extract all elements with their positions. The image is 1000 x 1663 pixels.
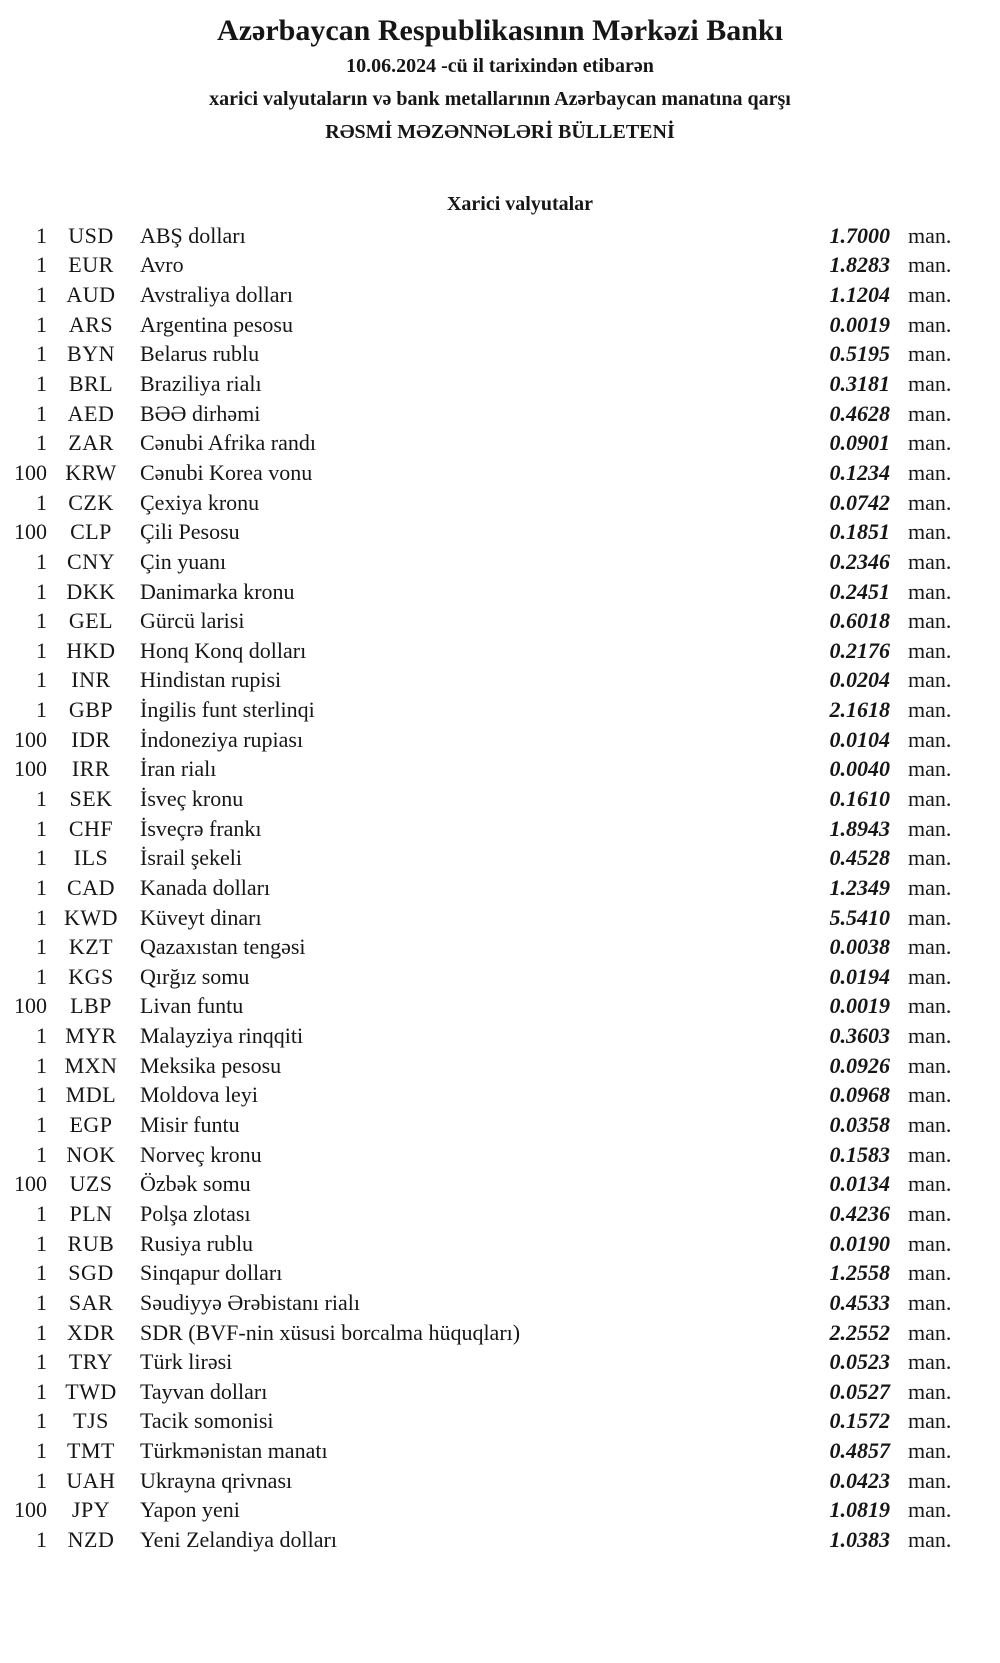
currency-code-cell: CZK xyxy=(68,489,114,515)
bulletin-header xyxy=(0,12,1000,149)
quantity-cell: 1 xyxy=(36,608,47,634)
currency-code-cell: XDR xyxy=(67,1319,115,1345)
quantity-cell: 1 xyxy=(36,489,47,515)
currency-code-cell: NOK xyxy=(66,1141,116,1167)
currency-code-cell: CAD xyxy=(67,874,115,900)
quantity-cell: 1 xyxy=(36,1052,47,1078)
table-row xyxy=(0,1377,1000,1407)
currency-name-cell: Polşa zlotası xyxy=(140,1200,251,1226)
unit-label-cell: man. xyxy=(908,578,952,604)
currency-name-cell: Norveç kronu xyxy=(140,1141,262,1167)
quantity-cell: 1 xyxy=(36,1438,47,1464)
quantity-cell: 1 xyxy=(36,282,47,308)
rate-value-cell: 0.0134 xyxy=(829,1171,890,1197)
rate-value-cell: 0.1583 xyxy=(829,1141,890,1167)
quantity-cell: 1 xyxy=(36,1023,47,1049)
quantity-cell: 1 xyxy=(36,341,47,367)
unit-label-cell: man. xyxy=(908,222,952,248)
unit-label-cell: man. xyxy=(908,548,952,574)
currency-code-cell: HKD xyxy=(66,637,116,663)
unit-label-cell: man. xyxy=(908,400,952,426)
currency-name-cell: Türkmənistan manatı xyxy=(140,1438,328,1464)
rate-value-cell: 0.1572 xyxy=(829,1408,890,1434)
rate-value-cell: 0.3603 xyxy=(829,1023,890,1049)
table-row xyxy=(0,814,1000,844)
currency-code-cell: GBP xyxy=(68,697,114,723)
currency-code-cell: BRL xyxy=(68,371,114,397)
rate-value-cell: 0.0742 xyxy=(829,489,890,515)
table-row xyxy=(0,1110,1000,1140)
currency-code-cell: PLN xyxy=(69,1200,113,1226)
unit-label-cell: man. xyxy=(908,667,952,693)
rate-value-cell: 0.0527 xyxy=(829,1378,890,1404)
rate-value-cell: 0.4533 xyxy=(829,1289,890,1315)
rate-value-cell: 0.0204 xyxy=(829,667,890,693)
table-row xyxy=(0,1525,1000,1555)
currency-name-cell: SDR (BVF-nin xüsusi borcalma hüquqları) xyxy=(140,1319,521,1345)
rate-value-cell: 0.4528 xyxy=(829,845,890,871)
currency-name-cell: BƏƏ dirhəmi xyxy=(140,400,261,426)
bank-title: Azərbaycan Respublikasının Mərkəzi Bankı xyxy=(217,14,783,47)
quantity-cell: 1 xyxy=(36,1230,47,1256)
quantity-cell: 1 xyxy=(36,1260,47,1286)
unit-label-cell: man. xyxy=(908,282,952,308)
quantity-cell: 1 xyxy=(36,785,47,811)
quantity-cell: 1 xyxy=(36,845,47,871)
currency-code-cell: TMT xyxy=(67,1438,115,1464)
rate-value-cell: 1.2349 xyxy=(829,874,890,900)
currency-code-cell: BYN xyxy=(67,341,115,367)
currency-code-cell: IRR xyxy=(71,756,111,782)
currency-code-cell: UAH xyxy=(66,1467,116,1493)
rates-table xyxy=(0,221,1000,1555)
unit-label-cell: man. xyxy=(908,1319,952,1345)
currency-name-cell: Livan funtu xyxy=(140,993,244,1019)
currency-code-cell: TRY xyxy=(68,1349,114,1375)
currency-code-cell: SEK xyxy=(69,785,113,811)
rate-value-cell: 0.1610 xyxy=(829,785,890,811)
table-row xyxy=(0,221,1000,251)
currency-name-cell: İngilis funt sterlinqi xyxy=(140,697,315,723)
unit-label-cell: man. xyxy=(908,1112,952,1138)
unit-label-cell: man. xyxy=(908,1023,952,1049)
table-row xyxy=(0,725,1000,755)
unit-label-cell: man. xyxy=(908,1260,952,1286)
currency-name-cell: ABŞ dolları xyxy=(140,222,246,248)
rate-value-cell: 0.3181 xyxy=(829,371,890,397)
currency-code-cell: MXN xyxy=(64,1052,118,1078)
currency-code-cell: LBP xyxy=(70,993,112,1019)
currency-name-cell: Ukrayna qrivnası xyxy=(140,1467,293,1493)
table-row xyxy=(0,606,1000,636)
rate-value-cell: 0.0358 xyxy=(829,1112,890,1138)
rate-value-cell: 5.5410 xyxy=(829,904,890,930)
table-row xyxy=(0,577,1000,607)
table-row xyxy=(0,784,1000,814)
currency-name-cell: İsrail şekeli xyxy=(140,845,243,871)
currency-name-cell: Küveyt dinarı xyxy=(140,904,262,930)
unit-label-cell: man. xyxy=(908,1141,952,1167)
table-row xyxy=(0,636,1000,666)
rate-value-cell: 0.1234 xyxy=(829,459,890,485)
rate-value-cell: 0.0019 xyxy=(829,311,890,337)
unit-label-cell: man. xyxy=(908,430,952,456)
currency-name-cell: Rusiya rublu xyxy=(140,1230,254,1256)
rate-value-cell: 0.6018 xyxy=(829,608,890,634)
currency-name-cell: Danimarka kronu xyxy=(140,578,295,604)
rate-value-cell: 0.0038 xyxy=(829,934,890,960)
unit-label-cell: man. xyxy=(908,1527,952,1552)
table-row xyxy=(0,1496,1000,1526)
table-row xyxy=(0,932,1000,962)
quantity-cell: 100 xyxy=(14,993,47,1019)
unit-label-cell: man. xyxy=(908,1082,952,1108)
rate-value-cell: 1.1204 xyxy=(829,282,890,308)
currency-name-cell: Çin yuanı xyxy=(140,548,227,574)
quantity-cell: 1 xyxy=(36,904,47,930)
table-row xyxy=(0,340,1000,370)
currency-name-cell: Moldova leyi xyxy=(140,1082,258,1108)
unit-label-cell: man. xyxy=(908,1408,952,1434)
quantity-cell: 1 xyxy=(36,548,47,574)
currency-code-cell: INR xyxy=(71,667,111,693)
table-row xyxy=(0,1258,1000,1288)
table-row xyxy=(0,428,1000,458)
currency-name-cell: Kanada dolları xyxy=(140,874,271,900)
quantity-cell: 1 xyxy=(36,1082,47,1108)
currency-name-cell: İsveç kronu xyxy=(140,785,244,811)
quantity-cell: 1 xyxy=(36,1349,47,1375)
currency-name-cell: İndoneziya rupiası xyxy=(140,726,304,752)
table-row xyxy=(0,517,1000,547)
quantity-cell: 1 xyxy=(36,1527,47,1552)
rate-value-cell: 1.8943 xyxy=(829,815,890,841)
unit-label-cell: man. xyxy=(908,726,952,752)
currency-code-cell: DKK xyxy=(66,578,116,604)
rate-value-cell: 0.5195 xyxy=(829,341,890,367)
unit-label-cell: man. xyxy=(908,756,952,782)
table-row xyxy=(0,992,1000,1022)
currency-code-cell: MDL xyxy=(65,1082,117,1108)
currency-name-cell: İsveçrə frankı xyxy=(140,815,262,841)
unit-label-cell: man. xyxy=(908,1171,952,1197)
table-row xyxy=(0,399,1000,429)
rate-value-cell: 1.7000 xyxy=(829,222,890,248)
quantity-cell: 100 xyxy=(14,1171,47,1197)
unit-label-cell: man. xyxy=(908,371,952,397)
unit-label-cell: man. xyxy=(908,785,952,811)
quantity-cell: 1 xyxy=(36,667,47,693)
rate-value-cell: 1.2558 xyxy=(829,1260,890,1286)
unit-label-cell: man. xyxy=(908,697,952,723)
currency-name-cell: Qırğız somu xyxy=(140,963,250,989)
rate-value-cell: 0.4857 xyxy=(829,1438,890,1464)
currency-code-cell: EGP xyxy=(69,1112,113,1138)
currency-name-cell: Meksika pesosu xyxy=(140,1052,282,1078)
section-title-foreign-currencies: Xarici valyutalar xyxy=(446,193,594,215)
table-row xyxy=(0,1021,1000,1051)
table-row xyxy=(0,1199,1000,1229)
currency-name-cell: Sinqapur dolları xyxy=(140,1260,283,1286)
table-row xyxy=(0,843,1000,873)
quantity-cell: 1 xyxy=(36,1408,47,1434)
unit-label-cell: man. xyxy=(908,1200,952,1226)
quantity-cell: 1 xyxy=(36,874,47,900)
table-row xyxy=(0,488,1000,518)
currency-name-cell: Avstraliya dolları xyxy=(140,282,293,308)
table-row xyxy=(0,962,1000,992)
table-row xyxy=(0,1436,1000,1466)
table-row xyxy=(0,547,1000,577)
currency-code-cell: GEL xyxy=(68,608,114,634)
rate-value-cell: 0.2346 xyxy=(829,548,890,574)
currency-name-cell: Səudiyyə Ərəbistanı rialı xyxy=(140,1289,360,1315)
currency-name-cell: Yeni Zelandiya dolları xyxy=(140,1527,337,1552)
unit-label-cell: man. xyxy=(908,1497,952,1523)
quantity-cell: 1 xyxy=(36,1467,47,1493)
rate-value-cell: 2.1618 xyxy=(829,697,890,723)
currency-name-cell: Malayziya rinqqiti xyxy=(140,1023,304,1049)
currency-code-cell: JPY xyxy=(71,1497,111,1523)
rate-value-cell: 0.0968 xyxy=(829,1082,890,1108)
currency-name-cell: Türk lirəsi xyxy=(140,1349,233,1375)
currency-name-cell: Cənubi Korea vonu xyxy=(140,459,313,485)
quantity-cell: 1 xyxy=(36,430,47,456)
table-row xyxy=(0,251,1000,281)
table-row xyxy=(0,755,1000,785)
currency-code-cell: ZAR xyxy=(68,430,114,456)
unit-label-cell: man. xyxy=(908,874,952,900)
table-row xyxy=(0,1081,1000,1111)
quantity-cell: 1 xyxy=(36,1200,47,1226)
quantity-cell: 1 xyxy=(36,1141,47,1167)
rate-value-cell: 0.0194 xyxy=(829,963,890,989)
unit-label-cell: man. xyxy=(908,1349,952,1375)
quantity-cell: 100 xyxy=(14,726,47,752)
currency-code-cell: KGS xyxy=(68,963,114,989)
rate-value-cell: 0.0926 xyxy=(829,1052,890,1078)
unit-label-cell: man. xyxy=(908,1378,952,1404)
unit-label-cell: man. xyxy=(908,311,952,337)
currency-name-cell: Qazaxıstan tengəsi xyxy=(140,934,306,960)
currency-code-cell: TWD xyxy=(65,1378,117,1404)
rate-value-cell: 0.4236 xyxy=(829,1200,890,1226)
table-row xyxy=(0,310,1000,340)
quantity-cell: 1 xyxy=(36,222,47,248)
unit-label-cell: man. xyxy=(908,1467,952,1493)
unit-label-cell: man. xyxy=(908,608,952,634)
currency-code-cell: ILS xyxy=(73,845,109,871)
rate-value-cell: 1.8283 xyxy=(829,252,890,278)
rate-value-cell: 0.2176 xyxy=(829,637,890,663)
quantity-cell: 100 xyxy=(14,756,47,782)
table-row xyxy=(0,1407,1000,1437)
scope-line: xarici valyutaların və bank metallarının Azərbaycan manatına qarşı xyxy=(209,88,791,110)
currency-code-cell: NZD xyxy=(67,1527,115,1552)
effective-date-line: 10.06.2024 -cü il tarixindən etibarən xyxy=(346,55,654,77)
table-row xyxy=(0,1466,1000,1496)
rate-value-cell: 0.4628 xyxy=(829,400,890,426)
table-row xyxy=(0,1229,1000,1259)
currency-code-cell: IDR xyxy=(71,726,111,752)
quantity-cell: 100 xyxy=(14,1497,47,1523)
currency-name-cell: Gürcü larisi xyxy=(140,608,245,634)
quantity-cell: 1 xyxy=(36,697,47,723)
unit-label-cell: man. xyxy=(908,252,952,278)
unit-label-cell: man. xyxy=(908,1230,952,1256)
quantity-cell: 1 xyxy=(36,815,47,841)
currency-code-cell: EUR xyxy=(68,252,114,278)
currency-name-cell: Özbək somu xyxy=(140,1171,251,1197)
quantity-cell: 1 xyxy=(36,311,47,337)
quantity-cell: 1 xyxy=(36,371,47,397)
unit-label-cell: man. xyxy=(908,341,952,367)
currency-name-cell: Argentina pesosu xyxy=(140,311,293,337)
currency-code-cell: SGD xyxy=(68,1260,114,1286)
currency-name-cell: Çili Pesosu xyxy=(140,519,240,545)
table-row xyxy=(0,1347,1000,1377)
currency-code-cell: AUD xyxy=(66,282,116,308)
table-row xyxy=(0,1288,1000,1318)
currency-name-cell: Misir funtu xyxy=(140,1112,240,1138)
unit-label-cell: man. xyxy=(908,904,952,930)
currency-name-cell: Çexiya kronu xyxy=(140,489,260,515)
rate-value-cell: 0.0423 xyxy=(829,1467,890,1493)
currency-name-cell: Tacik somonisi xyxy=(140,1408,274,1434)
currency-code-cell: MYR xyxy=(65,1023,117,1049)
unit-label-cell: man. xyxy=(908,1289,952,1315)
quantity-cell: 1 xyxy=(36,1289,47,1315)
currency-name-cell: Avro xyxy=(140,252,184,278)
quantity-cell: 1 xyxy=(36,252,47,278)
rate-value-cell: 0.0104 xyxy=(829,726,890,752)
rate-value-cell: 0.0523 xyxy=(829,1349,890,1375)
unit-label-cell: man. xyxy=(908,934,952,960)
currency-code-cell: KWD xyxy=(63,904,119,930)
currency-name-cell: Yapon yeni xyxy=(140,1497,240,1523)
table-row xyxy=(0,280,1000,310)
currency-code-cell: UZS xyxy=(69,1171,113,1197)
rate-value-cell: 0.0901 xyxy=(829,430,890,456)
rate-value-cell: 1.0383 xyxy=(829,1527,890,1552)
table-row xyxy=(0,695,1000,725)
quantity-cell: 100 xyxy=(14,459,47,485)
table-row xyxy=(0,458,1000,488)
unit-label-cell: man. xyxy=(908,1438,952,1464)
currency-code-cell: RUB xyxy=(67,1230,115,1256)
table-row xyxy=(0,1051,1000,1081)
table-row xyxy=(0,1170,1000,1200)
currency-name-cell: Cənubi Afrika randı xyxy=(140,430,316,456)
currency-name-cell: Braziliya rialı xyxy=(140,371,262,397)
unit-label-cell: man. xyxy=(908,963,952,989)
table-row xyxy=(0,1318,1000,1348)
unit-label-cell: man. xyxy=(908,845,952,871)
quantity-cell: 1 xyxy=(36,1112,47,1138)
table-row xyxy=(0,369,1000,399)
currency-code-cell: AED xyxy=(67,400,115,426)
unit-label-cell: man. xyxy=(908,459,952,485)
currency-code-cell: SAR xyxy=(68,1289,114,1315)
rate-value-cell: 0.0040 xyxy=(829,756,890,782)
table-row xyxy=(0,873,1000,903)
currency-name-cell: Belarus rublu xyxy=(140,341,260,367)
quantity-cell: 1 xyxy=(36,1378,47,1404)
quantity-cell: 1 xyxy=(36,400,47,426)
rate-value-cell: 0.0190 xyxy=(829,1230,890,1256)
quantity-cell: 1 xyxy=(36,1319,47,1345)
table-row xyxy=(0,666,1000,696)
currency-name-cell: Tayvan dolları xyxy=(140,1378,268,1404)
quantity-cell: 1 xyxy=(36,578,47,604)
unit-label-cell: man. xyxy=(908,519,952,545)
unit-label-cell: man. xyxy=(908,993,952,1019)
table-row xyxy=(0,1140,1000,1170)
quantity-cell: 1 xyxy=(36,934,47,960)
rate-value-cell: 1.0819 xyxy=(829,1497,890,1523)
unit-label-cell: man. xyxy=(908,815,952,841)
currency-name-cell: Hindistan rupisi xyxy=(140,667,282,693)
currency-code-cell: KZT xyxy=(68,934,114,960)
table-row xyxy=(0,903,1000,933)
quantity-cell: 100 xyxy=(14,519,47,545)
quantity-cell: 1 xyxy=(36,963,47,989)
currency-name-cell: İran rialı xyxy=(140,756,217,782)
rate-value-cell: 2.2552 xyxy=(829,1319,890,1345)
currency-code-cell: KRW xyxy=(65,459,117,485)
currency-code-cell: CHF xyxy=(68,815,114,841)
rate-value-cell: 0.0019 xyxy=(829,993,890,1019)
currency-code-cell: USD xyxy=(68,222,114,248)
quantity-cell: 1 xyxy=(36,637,47,663)
rate-value-cell: 0.2451 xyxy=(829,578,890,604)
bulletin-title-line: RƏSMİ MƏZƏNNƏLƏRİ BÜLLETENİ xyxy=(325,121,675,143)
currency-code-cell: ARS xyxy=(68,311,114,337)
rate-value-cell: 0.1851 xyxy=(829,519,890,545)
unit-label-cell: man. xyxy=(908,489,952,515)
currency-name-cell: Honq Konq dolları xyxy=(140,637,307,663)
currency-code-cell: CNY xyxy=(67,548,115,574)
currency-code-cell: TJS xyxy=(73,1408,109,1434)
currency-code-cell: CLP xyxy=(70,519,112,545)
unit-label-cell: man. xyxy=(908,637,952,663)
unit-label-cell: man. xyxy=(908,1052,952,1078)
